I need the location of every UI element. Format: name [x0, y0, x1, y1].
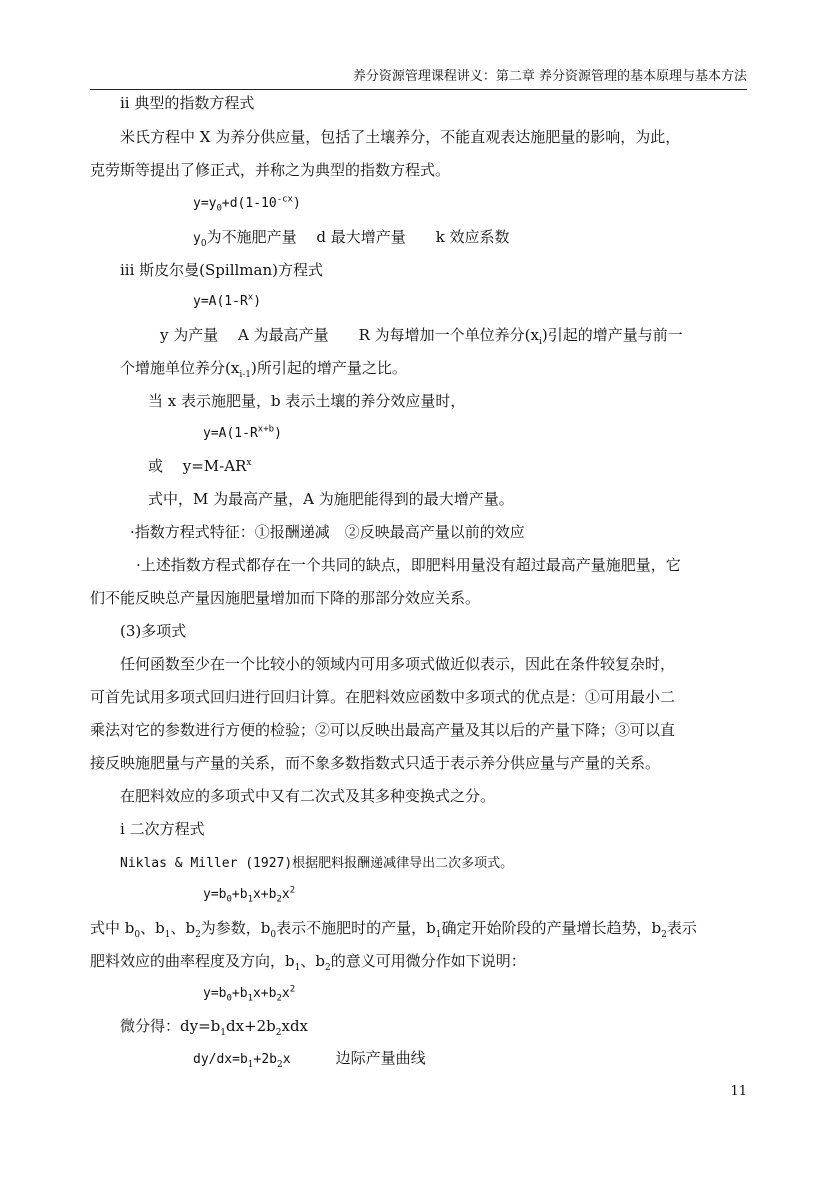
paragraph-line: 个增施单位养分$(x_{i-1})$所引起的增产量之比。 [120, 359, 407, 380]
paragraph-line: 式中 $b_0$、$b_1$、$b_2$为参数，$b_0$表示不施肥时的产量，$b_1$确定开始阶段的产量增长趋势，$b_2$表示 [90, 919, 697, 940]
paragraph-line: y 为产量 A 为最高产量 R 为每增加一个单位养分$(x_i)$引起的增产量与前一 [160, 326, 683, 347]
equation-legend: $y_0$为不施肥产量 d 最大增产量 k 效应系数 [193, 228, 510, 249]
paragraph-line: 任何函数至少在一个比较小的领域内可用多项式做近似表示，因此在条件较复杂时， [120, 655, 676, 673]
paragraph-line: 接反映施肥量与产量的关系，而不象多数指数式只适于表示养分供应量与产量的关系。 [90, 754, 661, 772]
paragraph-line: Niklas & Miller (1927)根据肥料报酬递减律导出二次多项式。 [120, 856, 514, 871]
paragraph-line: 式中，M 为最高产量，A 为施肥能得到的最大增产量。 [148, 490, 514, 508]
paragraph-line: 可首先试用多项式回归进行回归计算。在肥料效应函数中多项式的优点是：①可用最小二 [90, 688, 676, 706]
equation-spillman: $y=A(1-R^x)$ [193, 292, 262, 309]
paragraph-line: 克劳斯等提出了修正式，并称之为典型的指数方程式。 [90, 161, 451, 179]
heading-polynomial: (3)多项式 [120, 622, 187, 640]
paragraph-line: 肥料效应的曲率程度及方向，$b_1$、$b_2$的意义可用微分作如下说明： [90, 952, 526, 973]
paragraph-line: 米氏方程中 X 为养分供应量，包括了土壤养分，不能直观表达施肥量的影响，为此， [120, 128, 681, 146]
equation-alternative: 或 $y=M-AR^x$ [148, 457, 252, 475]
paragraph-line: 们不能反映总产量因施肥量增加而下降的那部分效应关系。 [90, 589, 481, 607]
equation-differential: 微分得：$dy=b_1dx+2b_2xdx$ [120, 1017, 309, 1038]
heading-quadratic: i 二次方程式 [120, 820, 205, 838]
running-header: 养分资源管理课程讲义：第二章 养分资源管理的基本原理与基本方法 [352, 69, 747, 84]
equation-quadratic-repeat: $y=b_0+b_1x+b_2x^2$ [203, 984, 296, 1004]
heading-spillman: iii 斯皮尔曼(Spillman)方程式 [120, 261, 323, 279]
equation-spillman-b: $y=A(1-R^{x+b})$ [203, 424, 282, 441]
equation-marginal-yield: $dy/dx=b_1+2b_2x$ 边际产量曲线 [193, 1049, 426, 1070]
paragraph-line: 当 x 表示施肥量，b 表示土壤的养分效应量时， [148, 392, 466, 410]
equation-typical-exponential: $y=y_0+d(1-10^{-cx})$ [193, 194, 301, 214]
equation-quadratic: $y=b_0+b_1x+b_2x^2$ [203, 885, 296, 905]
paragraph-line: 乘法对它的参数进行方便的检验；②可以反映出最高产量及其以后的产量下降；③可以直 [90, 721, 676, 739]
paragraph-line: 在肥料效应的多项式中又有二次式及其多种变换式之分。 [120, 787, 496, 805]
bullet-item: ·指数方程式特征：①报酬递减 ②反映最高产量以前的效应 [130, 523, 525, 541]
header-rule [90, 89, 747, 90]
heading-typical-exponential: ii 典型的指数方程式 [120, 94, 255, 112]
page-number: 11 [730, 1084, 747, 1099]
bullet-item: ·上述指数方程式都存在一个共同的缺点，即肥料用量没有超过最高产量施肥量，它 [136, 556, 681, 574]
